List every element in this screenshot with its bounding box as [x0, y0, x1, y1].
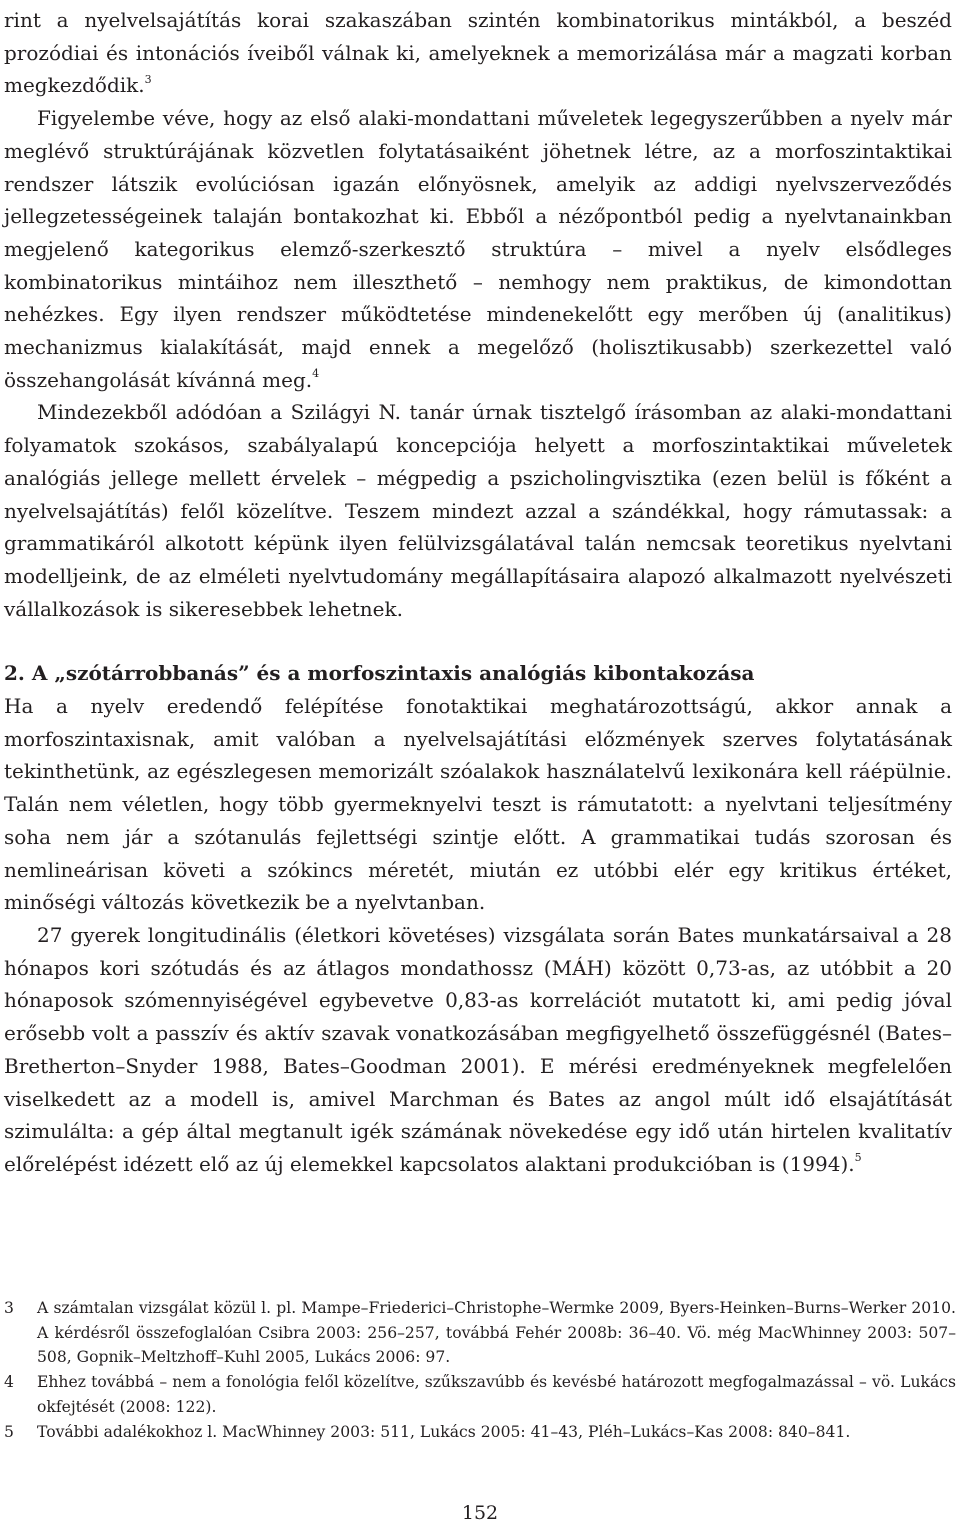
footnotes — [4, 1296, 956, 1444]
paragraph: Ha a nyelv eredendő felépítése fonotaktikai meghatározottságú, akkor annak a morfoszintaxisnak, amit valóban a nyelvelsajátítási előzmények szerves folytatásának tekinthetünk, az egészlegesen memorizált szóalakok használatelvű lexikonára kell ráépülnie. Talán nem véletlen, hogy több gyermeknyelvi teszt is rámutatott: a nyelvtani teljesítmény soha nem jár a szótanulás fejlettségi szintje előtt. A grammatikai tudás szorosan és nemlineárisan követi a szókincs méretét, miután ez utóbbi elér egy kritikus értéket, minőségi változás következik be a nyelvtanban. — [4, 694, 952, 915]
footnote-number: 3 — [4, 1299, 14, 1317]
footnote-ref: 3 — [144, 72, 152, 86]
footnote-text: A számtalan vizsgálat közül l. pl. Mampe–Friederici–Christophe–Wermke 2009, Byers-Heinken–Burns–Werker 2010. A kérdésről összefoglalóan Csibra 2003: 256–257, továbbá Fehér 2008b: 36–40. Vö. még MacWhinney 2003: 507–508, Gopnik–Meltzhoff–Kuhl 2005, Lukács 2006: 97. — [37, 1299, 956, 1367]
page-number: 152 — [461, 1502, 499, 1524]
footnote — [4, 1370, 956, 1419]
footnote — [4, 1420, 956, 1445]
paragraph: Mindezekből adódóan a Szilágyi N. tanár úrnak tisztelgő írásomban az alaki-mondattani folyamatok szokásos, szabályalapú koncepciója helyett a morfoszintaktikai műveletek analógiás jellege mellett érvelek – mégpedig a pszicholingvisztika (ezen belül is főként a nyelvelsajátítás) felől közelítve. Teszem mindezt azzal a szándékkal, hogy rámutassak: a grammatikáról alkotott képünk ilyen felülvizsgálatával talán nemcsak teoretikus nyelvtani modelljeink, de az elméleti nyelvtudomány megállapításaira alapozó alkalmazott nyelvészeti vállalkozások is sikeresebbek lehetnek. — [4, 400, 952, 621]
footnote-divider — [4, 1258, 144, 1259]
footnote-text: További adalékokhoz l. MacWhinney 2003: 511, Lukács 2005: 41–43, Pléh–Lukács–Kas 2008: 840–841. — [37, 1422, 851, 1441]
footnote-number: 5 — [4, 1422, 14, 1441]
body-text — [4, 4, 952, 1181]
footnote — [4, 1296, 956, 1370]
paragraph: Figyelembe véve, hogy az első alaki-mondattani műveletek legegyszerűbben a nyelv már meglévő struktúrájának közvetlen folytatásaiként jöhetnek létre, az a morfoszintaktikai rendszer látszik evolúciósan igazán előnyösnek, amelyik az addigi nyelvszerveződés jellegzetességeinek talaján bontakozhat ki. Ebből a nézőpontból pedig a nyelvtanainkban megjelenő kategorikus elemző-szerkesztő struktúra – mivel a nyelv elsődleges kombinatorikus mintáihoz nem illeszthető – nemhogy nem praktikus, de kimondottan nehézkes. Egy ilyen rendszer működtetése mindenekelőtt egy merőben új (analitikus) mechanizmus kialakítását, majd ennek a megelőző (holisztikusabb) szerkezettel való összehangolását kívánná meg.$^4$ — [4, 106, 952, 392]
paragraph: rint a nyelvelsajátítás korai szakaszában szintén kombinatorikus mintákból, a beszéd prozódiai és intonációs íveiből válnak ki, amelyeknek a memorizálása már a magzati korban megkezdődik.$^3$ — [4, 8, 952, 98]
section-heading: 2. A „szótárrobbanás” és a morfoszintaxis analógiás kibontakozása — [4, 661, 755, 686]
paragraph: 27 gyerek longitudinális (életkori követéses) vizsgálata során Bates munkatársaival a 28 hónapos kori szótudás és az átlagos mondathossz (MÁH) között 0,73-as, az utóbbit a 20 hónaposok szómennyiségével egybevetve 0,83-as korrelációt mutatott ki, ami pedig jóval erősebb volt a passzív és aktív szavak vonatkozásában megfigyelhető összefüggésnél (Bates–Bretherton–Snyder 1988, Bates–Goodman 2001). E mérési eredményeknek megfelelően viselkedett az a modell is, amivel Marchman és Bates az angol múlt idő elsajátítását szimulálta: a gép által megtanult igék számának növekedése egy idő után hirtelen kvalitatív előrelépést idézett elő az új elemekkel kapcsolatos alaktani produkcióban is (1994).$^5$ — [4, 922, 952, 1176]
footnote-number: 4 — [4, 1373, 14, 1392]
footnote-ref: 4 — [312, 367, 320, 381]
footnote-ref: 5 — [854, 1151, 862, 1165]
footnote-text: Ehhez továbbá – nem a fonológia felől közelítve, szűkszavúbb és kevésbé határozott megfogalmazással – vö. Lukács okfejtését (2008: 122). — [37, 1373, 956, 1416]
